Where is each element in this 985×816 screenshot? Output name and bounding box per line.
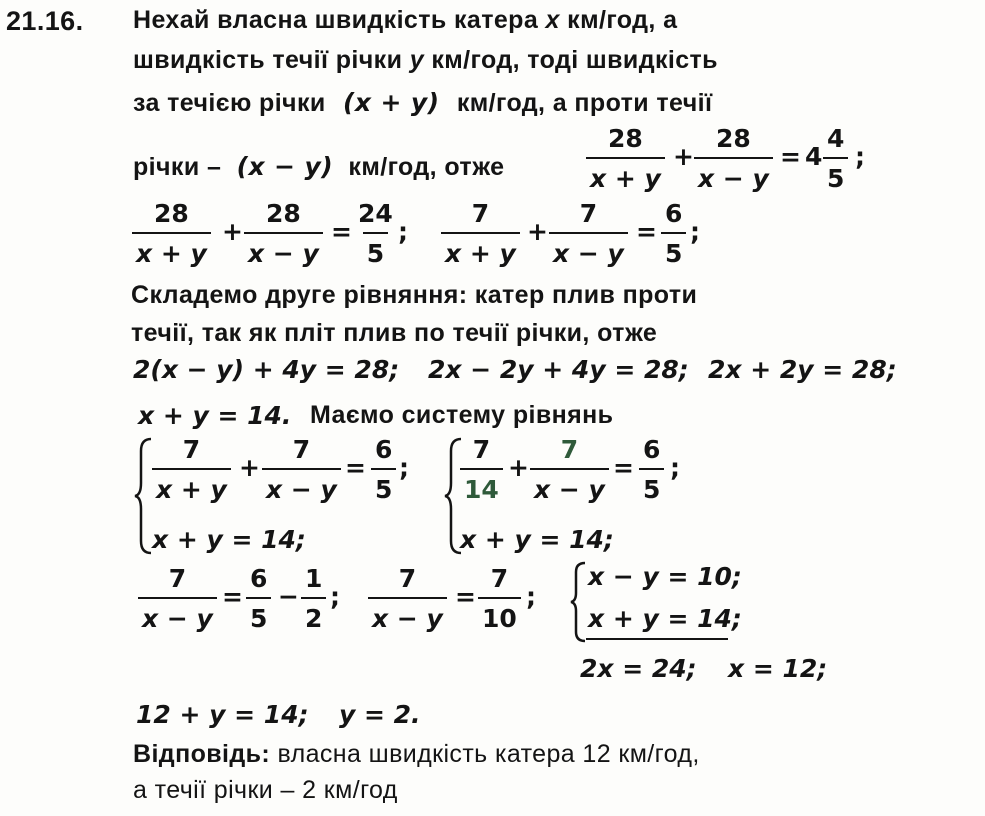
sum-result-b: x = 12; [728, 654, 828, 683]
eq1-rhs-den: 5 [823, 157, 848, 191]
system2-semicolon: ; [670, 453, 680, 482]
eq2-plus: + [222, 217, 243, 246]
step-frac2 [368, 566, 447, 631]
step-f1n: 7 [168, 564, 187, 593]
system1-brace [134, 437, 154, 555]
line-eq-c: 2x + 2y = 28; [708, 355, 897, 384]
var-y: y [409, 46, 425, 74]
system2-frac1 [460, 437, 503, 502]
expr-sum: (x + y) [343, 88, 440, 117]
intro-text-3a: за течією річки [133, 89, 326, 117]
system-intro-eq: x + y = 14. [138, 401, 292, 430]
system1-d1: x + y [152, 468, 231, 502]
step-frac-a [246, 566, 271, 631]
system2-eq2: x + y = 14; [460, 525, 614, 554]
intro-text-4b: км/год, отже [348, 153, 505, 181]
eq1-rhs-whole: 4 [805, 142, 823, 171]
eq1-d1: x + y [586, 157, 665, 191]
system2-n1: 7 [472, 435, 491, 464]
answer-text-1: власна швидкість катера 12 км/год, [277, 740, 700, 768]
step-c-d: 10 [478, 597, 521, 631]
eq3-n1: 7 [471, 199, 490, 228]
eq1-n2: 28 [715, 124, 751, 153]
step-f1d: x − y [138, 597, 217, 631]
system1-semicolon: ; [399, 453, 409, 482]
system2-rhs [639, 437, 664, 502]
expr-diff: (x − y) [236, 152, 334, 181]
var-x: x [545, 6, 560, 34]
final-eq-b: y = 2. [339, 700, 421, 729]
eq3-rd: 5 [661, 232, 686, 266]
system2-d1: 14 [460, 468, 503, 502]
step-minus: − [278, 582, 299, 611]
system2-n2: 7 [560, 435, 579, 464]
system1-eq2: x + y = 14; [152, 525, 306, 554]
intro-text-2b: км/год, тоді швидкість [431, 46, 718, 74]
eq2-frac1 [132, 201, 211, 266]
system3-brace [570, 561, 588, 643]
eq2-rn: 24 [358, 199, 393, 228]
eq3-equals: = [636, 217, 657, 246]
step-frac1 [138, 566, 217, 631]
system1-n1: 7 [182, 435, 201, 464]
eq2-semicolon: ; [398, 217, 408, 246]
intro-text-1b: км/год, а [567, 6, 678, 34]
system1-d2: x − y [262, 468, 341, 502]
answer-line-1 [133, 742, 700, 767]
eq3-d1: x + y [441, 232, 520, 266]
system1-equals: = [345, 453, 366, 482]
sum-result-a: 2x = 24; [580, 654, 697, 683]
step-f2n: 7 [398, 564, 417, 593]
system3-underline [586, 638, 728, 640]
eq2-d1: x + y [132, 232, 211, 266]
step-semicolon-1: ; [330, 582, 340, 611]
system2-rd: 5 [639, 468, 664, 502]
step-equals-2: = [455, 582, 476, 611]
eq1-frac2 [694, 126, 773, 191]
step-b-n: 1 [305, 564, 323, 593]
eq3-frac1 [441, 201, 520, 266]
eq1-frac1 [586, 126, 665, 191]
intro-text-1a: Нехай власна швидкість катера [133, 6, 539, 34]
problem-number: 21.16. [6, 6, 84, 36]
eq2-rd: 5 [363, 232, 388, 266]
step-equals-1: = [222, 582, 243, 611]
system2-d2: x − y [530, 468, 609, 502]
system1-rd: 5 [371, 468, 396, 502]
system1-frac2 [262, 437, 341, 502]
eq1-plus: + [673, 142, 694, 171]
system1-frac1 [152, 437, 231, 502]
step-c-n: 7 [490, 564, 509, 593]
system2-equals: = [613, 453, 634, 482]
eq3-semicolon: ; [690, 217, 700, 246]
eq2-frac2 [244, 201, 323, 266]
intro-line-4 [133, 154, 504, 180]
eq1-equals: = [780, 142, 801, 171]
line-eq-a: 2(x − y) + 4y = 28; [133, 355, 400, 384]
system1-rn: 6 [375, 435, 393, 464]
system3-eq1: x − y = 10; [588, 562, 742, 591]
step-semicolon-2: ; [526, 582, 536, 611]
answer-line-2: а течії річки – 2 км/год [133, 776, 398, 804]
system1-rhs [371, 437, 396, 502]
eq3-frac2 [549, 201, 628, 266]
step-a-d: 5 [246, 597, 271, 631]
eq1-rhs-num: 4 [827, 124, 845, 153]
step-b-d: 2 [301, 597, 326, 631]
second-eq-line-2: течії, так як пліт плив по течії річки, отже [131, 319, 658, 347]
eq2-d2: x − y [244, 232, 323, 266]
eq3-n2: 7 [579, 199, 598, 228]
intro-line-1 [133, 8, 677, 33]
eq3-plus: + [527, 217, 548, 246]
eq2-n2: 28 [265, 199, 301, 228]
intro-line-3 [133, 90, 712, 116]
answer-label: Відповідь: [133, 740, 271, 768]
intro-text-3b: км/год, а проти течії [456, 89, 713, 117]
eq3-d2: x − y [549, 232, 628, 266]
system2-frac2 [530, 437, 609, 502]
final-eq-a: 12 + y = 14; [136, 700, 309, 729]
step-a-n: 6 [250, 564, 268, 593]
system2-rn: 6 [643, 435, 661, 464]
line-eq-b: 2x − 2y + 4y = 28; [428, 355, 689, 384]
intro-text-4a: річки – [133, 153, 222, 181]
eq2-rhs [354, 201, 397, 266]
step-frac-b [301, 566, 326, 631]
eq1-rhs-frac [823, 126, 848, 191]
intro-text-2a: швидкість течії річки [133, 46, 403, 74]
eq3-rn: 6 [665, 199, 683, 228]
system-intro-text: Маємо систему рівнянь [310, 401, 614, 429]
intro-line-2 [133, 48, 718, 73]
eq2-equals: = [331, 217, 352, 246]
system1-plus: + [239, 453, 260, 482]
system1-n2: 7 [292, 435, 311, 464]
eq1-d2: x − y [694, 157, 773, 191]
eq3-rhs [661, 201, 686, 266]
system3-eq2: x + y = 14; [588, 604, 742, 633]
step-f2d: x − y [368, 597, 447, 631]
second-eq-line-1: Складемо друге рівняння: катер плив проти [131, 281, 698, 309]
system2-plus: + [508, 453, 529, 482]
eq1-semicolon: ; [855, 142, 865, 171]
step-frac-c [478, 566, 521, 631]
eq1-n1: 28 [607, 124, 643, 153]
eq2-n1: 28 [153, 199, 189, 228]
